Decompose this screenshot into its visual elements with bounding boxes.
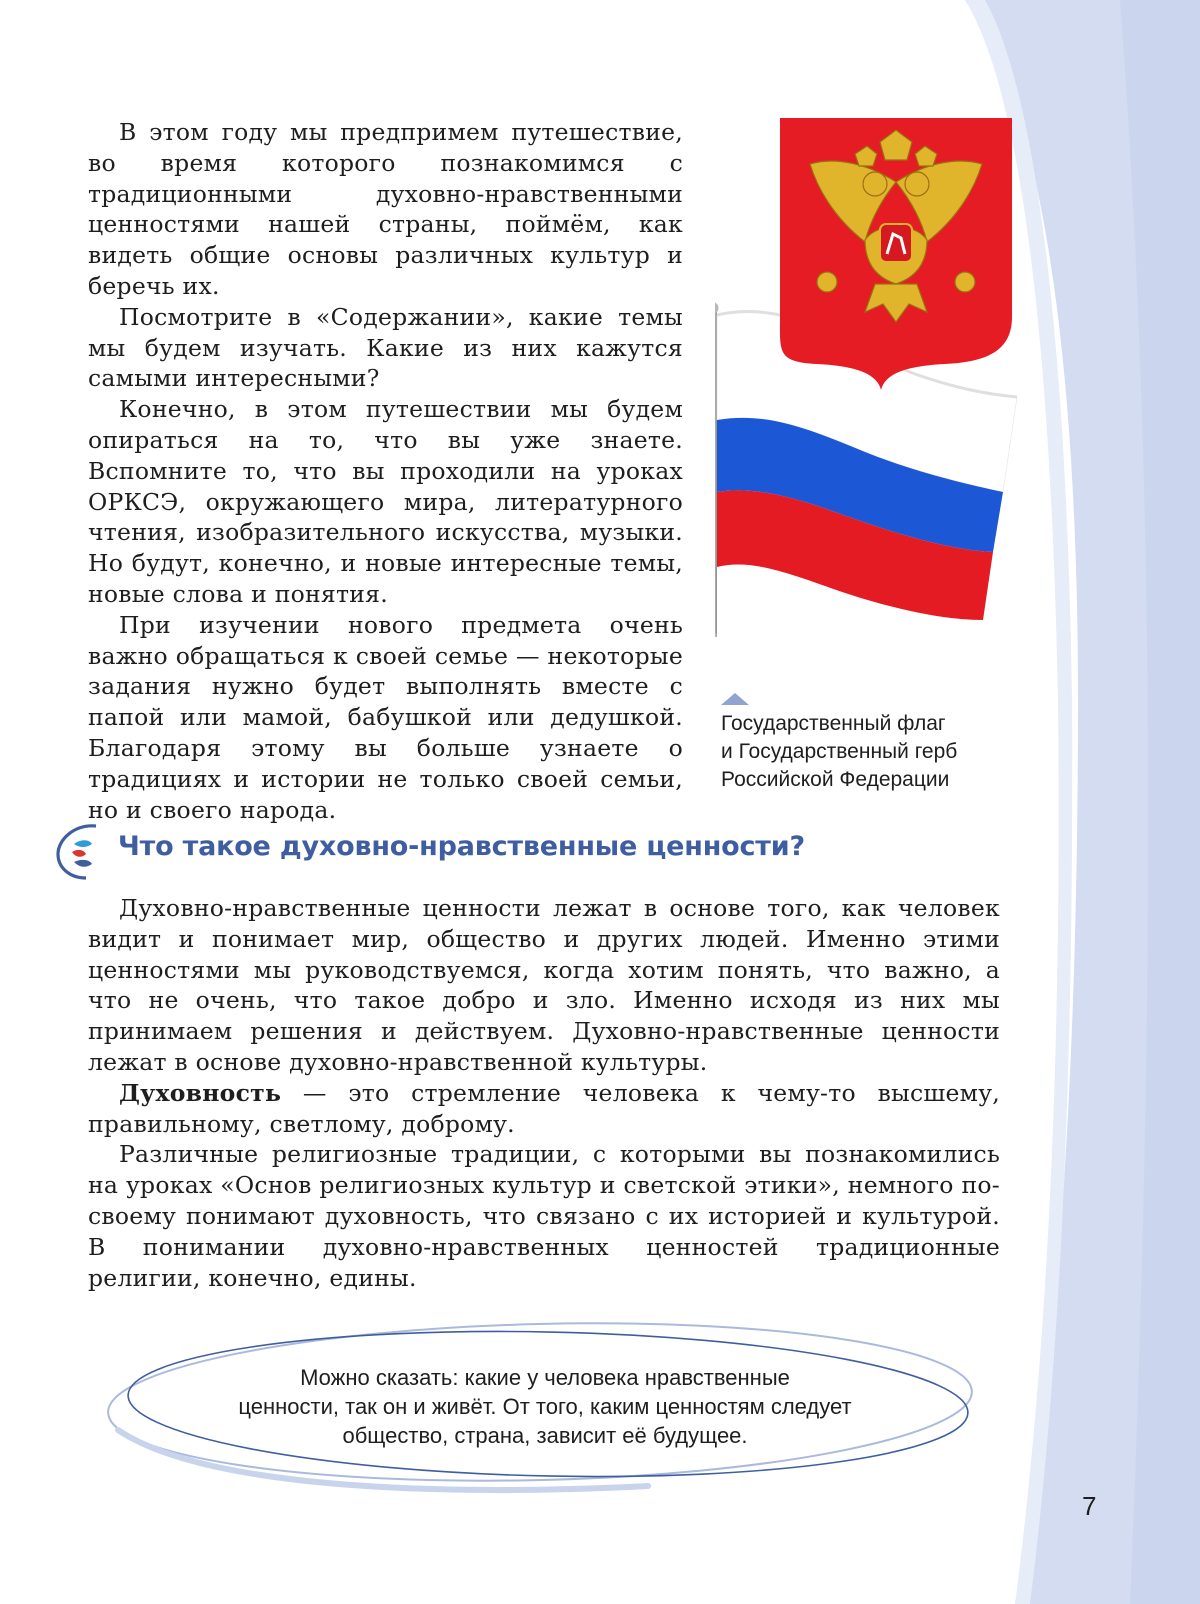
intro-paragraph-1: В этом году мы предпримем путешествие, во время которого познакомимся с традиционными духовно-нравственными ценностями нашей страны, поймём, как видеть общие основы различных культур и беречь их.: [88, 118, 683, 300]
page-number: 7: [1082, 1491, 1097, 1521]
callout-line-2: ценности, так он и живёт. От того, каким ценностям следует: [238, 1394, 852, 1419]
callout-line-1: Можно сказать: какие у человека нравственные: [300, 1365, 790, 1390]
coat-of-arms: [780, 118, 1012, 390]
intro-text: [88, 117, 683, 825]
caption-triangle-icon: [721, 693, 749, 705]
section-paragraph-1: Духовно-нравственные ценности лежат в основе того, как человек видит и понимает мир, общество и других людей. Именно этими ценностями мы руководствуемся, когда хотим понять, что важно, а что не очень, что такое добро и зло. Именно исходя из них мы принимаем решения и действуем. Духовно-нравственные ценности лежат в основе духовно-нравственной культуры.: [88, 894, 1000, 1076]
figure-caption: [721, 710, 1011, 794]
intro-paragraph-4: При изучении нового предмета очень важно обращаться к своей семье — некоторые задания нужно будет выполнять вместе с папой или мамой, бабушкой или дедушкой. Благодаря этому вы больше узнаете о традициях и истории не только своей семьи, но и своего народа.: [88, 610, 683, 824]
russian-flag-and-coat-of-arms: [715, 112, 1035, 652]
section-body: [88, 893, 1000, 1293]
callout-text: [150, 1363, 940, 1450]
caption-line-1: Государственный флаг: [721, 712, 946, 735]
section-paragraph-2: [88, 1078, 1000, 1140]
callout-line-3: общество, страна, зависит её будущее.: [342, 1423, 748, 1448]
section-paragraph-3: Различные религиозные традиции, с которыми вы познакомились на уроках «Основ религиозных культур и светской этики», немного по-своему понимают духовность, что связано с их историей и культурой. В понимании духовно-нравственных ценностей традиционные религии, конечно, едины.: [88, 1140, 1000, 1292]
caption-line-2: и Государственный герб: [721, 740, 958, 763]
intro-paragraph-2: Посмотрите в «Содержании», какие темы мы будем изучать. Какие из них кажутся самыми интересными?: [88, 302, 683, 393]
section-marker-icon: [52, 820, 104, 882]
section-heading: Что такое духовно-нравственные ценности?: [118, 831, 805, 862]
caption-line-3: Российской Федерации: [721, 768, 950, 791]
term-definition: — это стремление человека к чему-то высшему, правильному, светлому, доброму.: [88, 1078, 1000, 1138]
intro-paragraph-3: Конечно, в этом путешествии мы будем опираться на то, что вы уже знаете. Вспомните то, что вы проходили на уроках ОРКСЭ, окружающего мира, литературного чтения, изобразительного искусства, музыки. Но будут, конечно, и новые интересные темы, новые слова и понятия.: [88, 395, 683, 608]
term-spirituality: Духовность: [119, 1078, 282, 1107]
